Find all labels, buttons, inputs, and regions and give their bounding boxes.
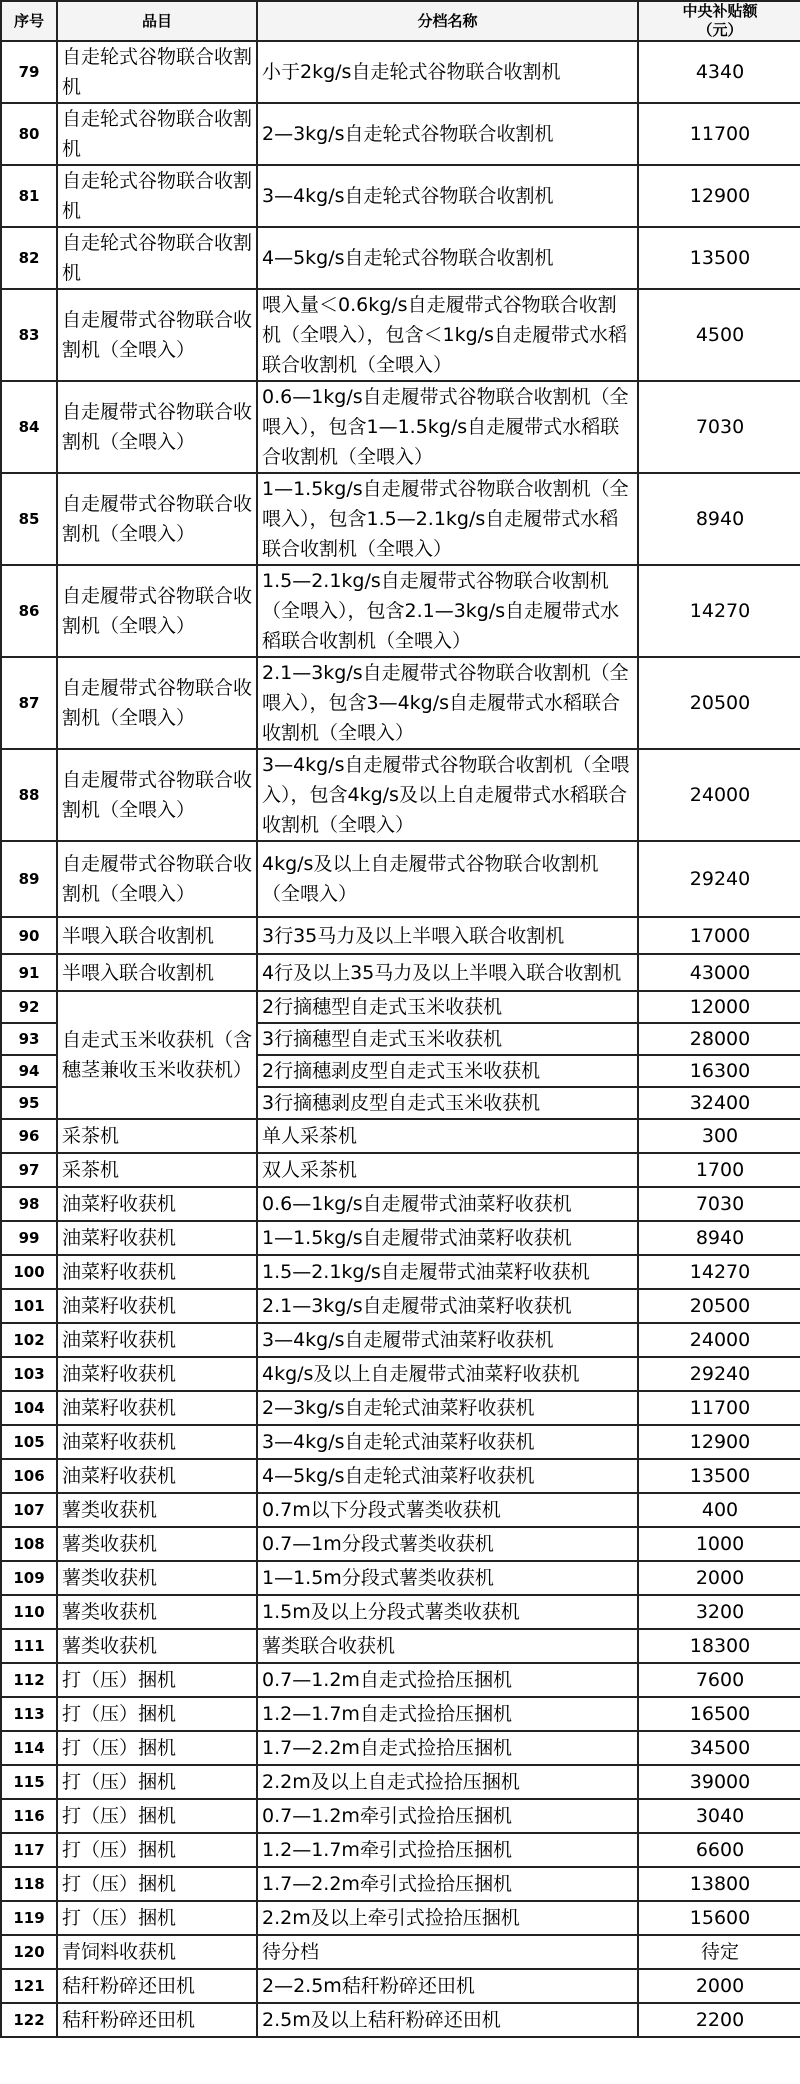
item-name: 自走履带式谷物联合收割机（全喂入） bbox=[57, 657, 257, 749]
subsidy-amount: 20500 bbox=[638, 657, 800, 749]
row-number: 122 bbox=[1, 2003, 57, 2037]
row-number: 83 bbox=[1, 289, 57, 381]
row-number: 105 bbox=[1, 1425, 57, 1459]
item-name: 自走轮式谷物联合收割机 bbox=[57, 41, 257, 103]
spec-name: 4kg/s及以上自走履带式油菜籽收获机 bbox=[257, 1357, 638, 1391]
row-number: 98 bbox=[1, 1187, 57, 1221]
item-name: 油菜籽收获机 bbox=[57, 1425, 257, 1459]
item-name: 自走履带式谷物联合收割机（全喂入） bbox=[57, 749, 257, 841]
row-number: 120 bbox=[1, 1935, 57, 1969]
item-name: 薯类收获机 bbox=[57, 1493, 257, 1527]
spec-name: 0.7—1.2m自走式捡拾压捆机 bbox=[257, 1663, 638, 1697]
row-number: 85 bbox=[1, 473, 57, 565]
subsidy-amount: 2200 bbox=[638, 2003, 800, 2037]
row-number: 112 bbox=[1, 1663, 57, 1697]
subsidy-amount: 24000 bbox=[638, 1323, 800, 1357]
spec-name: 1.7—2.2m自走式捡拾压捆机 bbox=[257, 1731, 638, 1765]
spec-name: 0.6—1kg/s自走履带式谷物联合收割机（全喂入），包含1—1.5kg/s自走履带式水稻联合收割机（全喂入） bbox=[257, 381, 638, 473]
item-name: 自走履带式谷物联合收割机（全喂入） bbox=[57, 841, 257, 917]
row-number: 89 bbox=[1, 841, 57, 917]
table-row bbox=[1, 1255, 800, 1289]
item-name: 薯类收获机 bbox=[57, 1527, 257, 1561]
table-row bbox=[1, 1561, 800, 1595]
row-number: 81 bbox=[1, 165, 57, 227]
table-row bbox=[1, 1289, 800, 1323]
table-row bbox=[1, 41, 800, 103]
table-row bbox=[1, 1697, 800, 1731]
subsidy-amount: 29240 bbox=[638, 1357, 800, 1391]
header-amount-line1: 中央补贴额 bbox=[682, 2, 758, 20]
subsidy-amount: 8940 bbox=[638, 1221, 800, 1255]
header-spec: 分档名称 bbox=[257, 1, 638, 41]
row-number: 102 bbox=[1, 1323, 57, 1357]
spec-name: 3行摘穗型自走式玉米收获机 bbox=[257, 1023, 638, 1055]
item-name: 秸秆粉碎还田机 bbox=[57, 1969, 257, 2003]
row-number: 88 bbox=[1, 749, 57, 841]
spec-name: 小于2kg/s自走轮式谷物联合收割机 bbox=[257, 41, 638, 103]
item-name: 打（压）捆机 bbox=[57, 1867, 257, 1901]
subsidy-amount: 15600 bbox=[638, 1901, 800, 1935]
row-number: 96 bbox=[1, 1119, 57, 1153]
item-name: 油菜籽收获机 bbox=[57, 1323, 257, 1357]
spec-name: 3—4kg/s自走轮式油菜籽收获机 bbox=[257, 1425, 638, 1459]
spec-name: 4kg/s及以上自走履带式谷物联合收割机（全喂入） bbox=[257, 841, 638, 917]
spec-name: 3—4kg/s自走履带式谷物联合收割机（全喂入），包含4kg/s及以上自走履带式水稻联合收割机（全喂入） bbox=[257, 749, 638, 841]
table-row bbox=[1, 1901, 800, 1935]
subsidy-amount: 7600 bbox=[638, 1663, 800, 1697]
subsidy-amount: 11700 bbox=[638, 1391, 800, 1425]
spec-name: 2—3kg/s自走轮式油菜籽收获机 bbox=[257, 1391, 638, 1425]
row-number: 101 bbox=[1, 1289, 57, 1323]
table-row bbox=[1, 1459, 800, 1493]
spec-name: 1—1.5kg/s自走履带式谷物联合收割机（全喂入），包含1.5—2.1kg/s自走履带式水稻联合收割机（全喂入） bbox=[257, 473, 638, 565]
subsidy-amount: 34500 bbox=[638, 1731, 800, 1765]
subsidy-amount: 11700 bbox=[638, 103, 800, 165]
table-row bbox=[1, 749, 800, 841]
row-number: 84 bbox=[1, 381, 57, 473]
spec-name: 单人采茶机 bbox=[257, 1119, 638, 1153]
row-number: 118 bbox=[1, 1867, 57, 1901]
spec-name: 0.7—1m分段式薯类收获机 bbox=[257, 1527, 638, 1561]
table-row bbox=[1, 227, 800, 289]
subsidy-amount: 4340 bbox=[638, 41, 800, 103]
row-number: 115 bbox=[1, 1765, 57, 1799]
spec-name: 1.2—1.7m牵引式捡拾压捆机 bbox=[257, 1833, 638, 1867]
spec-name: 2.2m及以上自走式捡拾压捆机 bbox=[257, 1765, 638, 1799]
row-number: 91 bbox=[1, 954, 57, 991]
table-row bbox=[1, 954, 800, 991]
item-name: 打（压）捆机 bbox=[57, 1663, 257, 1697]
spec-name: 2—3kg/s自走轮式谷物联合收割机 bbox=[257, 103, 638, 165]
spec-name: 0.7—1.2m牵引式捡拾压捆机 bbox=[257, 1799, 638, 1833]
subsidy-amount: 16300 bbox=[638, 1055, 800, 1087]
item-name: 薯类收获机 bbox=[57, 1595, 257, 1629]
row-number: 97 bbox=[1, 1153, 57, 1187]
row-number: 109 bbox=[1, 1561, 57, 1595]
table-header bbox=[1, 1, 800, 41]
row-number: 111 bbox=[1, 1629, 57, 1663]
spec-name: 1.7—2.2m牵引式捡拾压捆机 bbox=[257, 1867, 638, 1901]
row-number: 116 bbox=[1, 1799, 57, 1833]
subsidy-amount: 7030 bbox=[638, 381, 800, 473]
row-number: 104 bbox=[1, 1391, 57, 1425]
row-number: 90 bbox=[1, 917, 57, 954]
spec-name: 双人采茶机 bbox=[257, 1153, 638, 1187]
spec-name: 2.1—3kg/s自走履带式谷物联合收割机（全喂入），包含3—4kg/s自走履带式水稻联合收割机（全喂入） bbox=[257, 657, 638, 749]
spec-name: 1.5m及以上分段式薯类收获机 bbox=[257, 1595, 638, 1629]
item-name: 打（压）捆机 bbox=[57, 1799, 257, 1833]
table-row bbox=[1, 1391, 800, 1425]
row-number: 79 bbox=[1, 41, 57, 103]
table-row bbox=[1, 1221, 800, 1255]
table-row bbox=[1, 1357, 800, 1391]
spec-name: 0.6—1kg/s自走履带式油菜籽收获机 bbox=[257, 1187, 638, 1221]
subsidy-amount: 32400 bbox=[638, 1087, 800, 1119]
spec-name: 1.2—1.7m自走式捡拾压捆机 bbox=[257, 1697, 638, 1731]
table-row bbox=[1, 991, 800, 1023]
subsidy-amount: 12900 bbox=[638, 1425, 800, 1459]
subsidy-amount: 17000 bbox=[638, 917, 800, 954]
row-number: 114 bbox=[1, 1731, 57, 1765]
table-row bbox=[1, 1731, 800, 1765]
table-row bbox=[1, 1527, 800, 1561]
table-row bbox=[1, 1867, 800, 1901]
subsidy-amount: 1700 bbox=[638, 1153, 800, 1187]
table-row bbox=[1, 1799, 800, 1833]
table-row bbox=[1, 1153, 800, 1187]
subsidy-amount: 16500 bbox=[638, 1697, 800, 1731]
subsidy-amount: 3200 bbox=[638, 1595, 800, 1629]
spec-name: 3行摘穗剥皮型自走式玉米收获机 bbox=[257, 1087, 638, 1119]
subsidy-amount: 14270 bbox=[638, 565, 800, 657]
table-row bbox=[1, 381, 800, 473]
spec-name: 2—2.5m秸秆粉碎还田机 bbox=[257, 1969, 638, 2003]
row-number: 121 bbox=[1, 1969, 57, 2003]
table-row bbox=[1, 1493, 800, 1527]
table-row bbox=[1, 565, 800, 657]
subsidy-amount: 3040 bbox=[638, 1799, 800, 1833]
subsidy-amount: 7030 bbox=[638, 1187, 800, 1221]
subsidy-amount: 400 bbox=[638, 1493, 800, 1527]
row-number: 113 bbox=[1, 1697, 57, 1731]
row-number: 110 bbox=[1, 1595, 57, 1629]
row-number: 86 bbox=[1, 565, 57, 657]
subsidy-amount: 2000 bbox=[638, 1969, 800, 2003]
item-name: 自走履带式谷物联合收割机（全喂入） bbox=[57, 289, 257, 381]
item-name: 半喂入联合收割机 bbox=[57, 954, 257, 991]
spec-name: 1—1.5kg/s自走履带式油菜籽收获机 bbox=[257, 1221, 638, 1255]
item-name: 油菜籽收获机 bbox=[57, 1255, 257, 1289]
row-number: 80 bbox=[1, 103, 57, 165]
subsidy-amount: 14270 bbox=[638, 1255, 800, 1289]
subsidy-amount: 1000 bbox=[638, 1527, 800, 1561]
table-row bbox=[1, 917, 800, 954]
subsidy-amount: 28000 bbox=[638, 1023, 800, 1055]
table-row bbox=[1, 1935, 800, 1969]
item-name: 自走轮式谷物联合收割机 bbox=[57, 103, 257, 165]
subsidy-amount: 12000 bbox=[638, 991, 800, 1023]
header-amount-line2: （元） bbox=[697, 21, 743, 39]
spec-name: 1.5—2.1kg/s自走履带式谷物联合收割机（全喂入），包含2.1—3kg/s自走履带式水稻联合收割机（全喂入） bbox=[257, 565, 638, 657]
spec-name: 4—5kg/s自走轮式谷物联合收割机 bbox=[257, 227, 638, 289]
spec-name: 1.5—2.1kg/s自走履带式油菜籽收获机 bbox=[257, 1255, 638, 1289]
subsidy-amount: 300 bbox=[638, 1119, 800, 1153]
subsidy-amount: 6600 bbox=[638, 1833, 800, 1867]
table-row bbox=[1, 289, 800, 381]
table-row bbox=[1, 103, 800, 165]
row-number: 103 bbox=[1, 1357, 57, 1391]
spec-name: 喂入量＜0.6kg/s自走履带式谷物联合收割机（全喂入），包含＜1kg/s自走履带式水稻联合收割机（全喂入） bbox=[257, 289, 638, 381]
spec-name: 薯类联合收获机 bbox=[257, 1629, 638, 1663]
row-number: 82 bbox=[1, 227, 57, 289]
spec-name: 0.7m以下分段式薯类收获机 bbox=[257, 1493, 638, 1527]
item-name: 自走履带式谷物联合收割机（全喂入） bbox=[57, 565, 257, 657]
row-number: 99 bbox=[1, 1221, 57, 1255]
row-number: 117 bbox=[1, 1833, 57, 1867]
table-row bbox=[1, 1969, 800, 2003]
spec-name: 3—4kg/s自走履带式油菜籽收获机 bbox=[257, 1323, 638, 1357]
row-number: 92 bbox=[1, 991, 57, 1023]
item-name: 自走轮式谷物联合收割机 bbox=[57, 165, 257, 227]
spec-name: 3行35马力及以上半喂入联合收割机 bbox=[257, 917, 638, 954]
row-number: 93 bbox=[1, 1023, 57, 1055]
subsidy-amount: 13500 bbox=[638, 227, 800, 289]
item-name: 打（压）捆机 bbox=[57, 1765, 257, 1799]
spec-name: 2.2m及以上牵引式捡拾压捆机 bbox=[257, 1901, 638, 1935]
header-row bbox=[1, 1, 800, 41]
table-row bbox=[1, 1663, 800, 1697]
subsidy-amount: 13500 bbox=[638, 1459, 800, 1493]
item-name: 自走履带式谷物联合收割机（全喂入） bbox=[57, 473, 257, 565]
subsidy-amount: 待定 bbox=[638, 1935, 800, 1969]
header-item: 品目 bbox=[57, 1, 257, 41]
spec-name: 3—4kg/s自走轮式谷物联合收割机 bbox=[257, 165, 638, 227]
item-name: 自走履带式谷物联合收割机（全喂入） bbox=[57, 381, 257, 473]
item-name: 油菜籽收获机 bbox=[57, 1221, 257, 1255]
table-row bbox=[1, 2003, 800, 2037]
subsidy-amount: 12900 bbox=[638, 165, 800, 227]
item-name: 油菜籽收获机 bbox=[57, 1391, 257, 1425]
subsidy-amount: 13800 bbox=[638, 1867, 800, 1901]
spec-name: 2行摘穗剥皮型自走式玉米收获机 bbox=[257, 1055, 638, 1087]
subsidy-amount: 8940 bbox=[638, 473, 800, 565]
item-name: 油菜籽收获机 bbox=[57, 1357, 257, 1391]
table-row bbox=[1, 1187, 800, 1221]
subsidy-amount: 2000 bbox=[638, 1561, 800, 1595]
spec-name: 1—1.5m分段式薯类收获机 bbox=[257, 1561, 638, 1595]
item-name: 打（压）捆机 bbox=[57, 1731, 257, 1765]
row-number: 106 bbox=[1, 1459, 57, 1493]
table-row bbox=[1, 1323, 800, 1357]
item-name: 秸秆粉碎还田机 bbox=[57, 2003, 257, 2037]
spec-name: 4—5kg/s自走轮式油菜籽收获机 bbox=[257, 1459, 638, 1493]
table-body bbox=[1, 41, 800, 2037]
table-row bbox=[1, 841, 800, 917]
header-amount bbox=[638, 1, 800, 41]
row-number: 100 bbox=[1, 1255, 57, 1289]
item-name: 油菜籽收获机 bbox=[57, 1459, 257, 1493]
row-number: 107 bbox=[1, 1493, 57, 1527]
item-name: 半喂入联合收割机 bbox=[57, 917, 257, 954]
item-name: 油菜籽收获机 bbox=[57, 1289, 257, 1323]
item-name: 薯类收获机 bbox=[57, 1629, 257, 1663]
table-row bbox=[1, 1425, 800, 1459]
row-number: 108 bbox=[1, 1527, 57, 1561]
spec-name: 2.5m及以上秸秆粉碎还田机 bbox=[257, 2003, 638, 2037]
subsidy-amount: 20500 bbox=[638, 1289, 800, 1323]
subsidy-amount: 39000 bbox=[638, 1765, 800, 1799]
table-row bbox=[1, 657, 800, 749]
table-row bbox=[1, 1833, 800, 1867]
table-row bbox=[1, 1765, 800, 1799]
subsidy-amount: 43000 bbox=[638, 954, 800, 991]
table-row bbox=[1, 1629, 800, 1663]
spec-name: 2行摘穗型自走式玉米收获机 bbox=[257, 991, 638, 1023]
subsidy-amount: 29240 bbox=[638, 841, 800, 917]
row-number: 119 bbox=[1, 1901, 57, 1935]
spec-name: 2.1—3kg/s自走履带式油菜籽收获机 bbox=[257, 1289, 638, 1323]
table-row bbox=[1, 165, 800, 227]
item-name: 油菜籽收获机 bbox=[57, 1187, 257, 1221]
item-name: 打（压）捆机 bbox=[57, 1901, 257, 1935]
subsidy-amount: 18300 bbox=[638, 1629, 800, 1663]
row-number: 95 bbox=[1, 1087, 57, 1119]
item-name: 采茶机 bbox=[57, 1119, 257, 1153]
table-row bbox=[1, 473, 800, 565]
row-number: 87 bbox=[1, 657, 57, 749]
spec-name: 4行及以上35马力及以上半喂入联合收割机 bbox=[257, 954, 638, 991]
item-name: 青饲料收获机 bbox=[57, 1935, 257, 1969]
item-name: 自走式玉米收获机（含穗茎兼收玉米收获机） bbox=[57, 991, 257, 1119]
table-row bbox=[1, 1119, 800, 1153]
item-name: 自走轮式谷物联合收割机 bbox=[57, 227, 257, 289]
row-number: 94 bbox=[1, 1055, 57, 1087]
item-name: 采茶机 bbox=[57, 1153, 257, 1187]
item-name: 薯类收获机 bbox=[57, 1561, 257, 1595]
subsidy-amount: 24000 bbox=[638, 749, 800, 841]
header-no: 序号 bbox=[1, 1, 57, 41]
spec-name: 待分档 bbox=[257, 1935, 638, 1969]
table-row bbox=[1, 1595, 800, 1629]
item-name: 打（压）捆机 bbox=[57, 1697, 257, 1731]
subsidy-amount: 4500 bbox=[638, 289, 800, 381]
item-name: 打（压）捆机 bbox=[57, 1833, 257, 1867]
